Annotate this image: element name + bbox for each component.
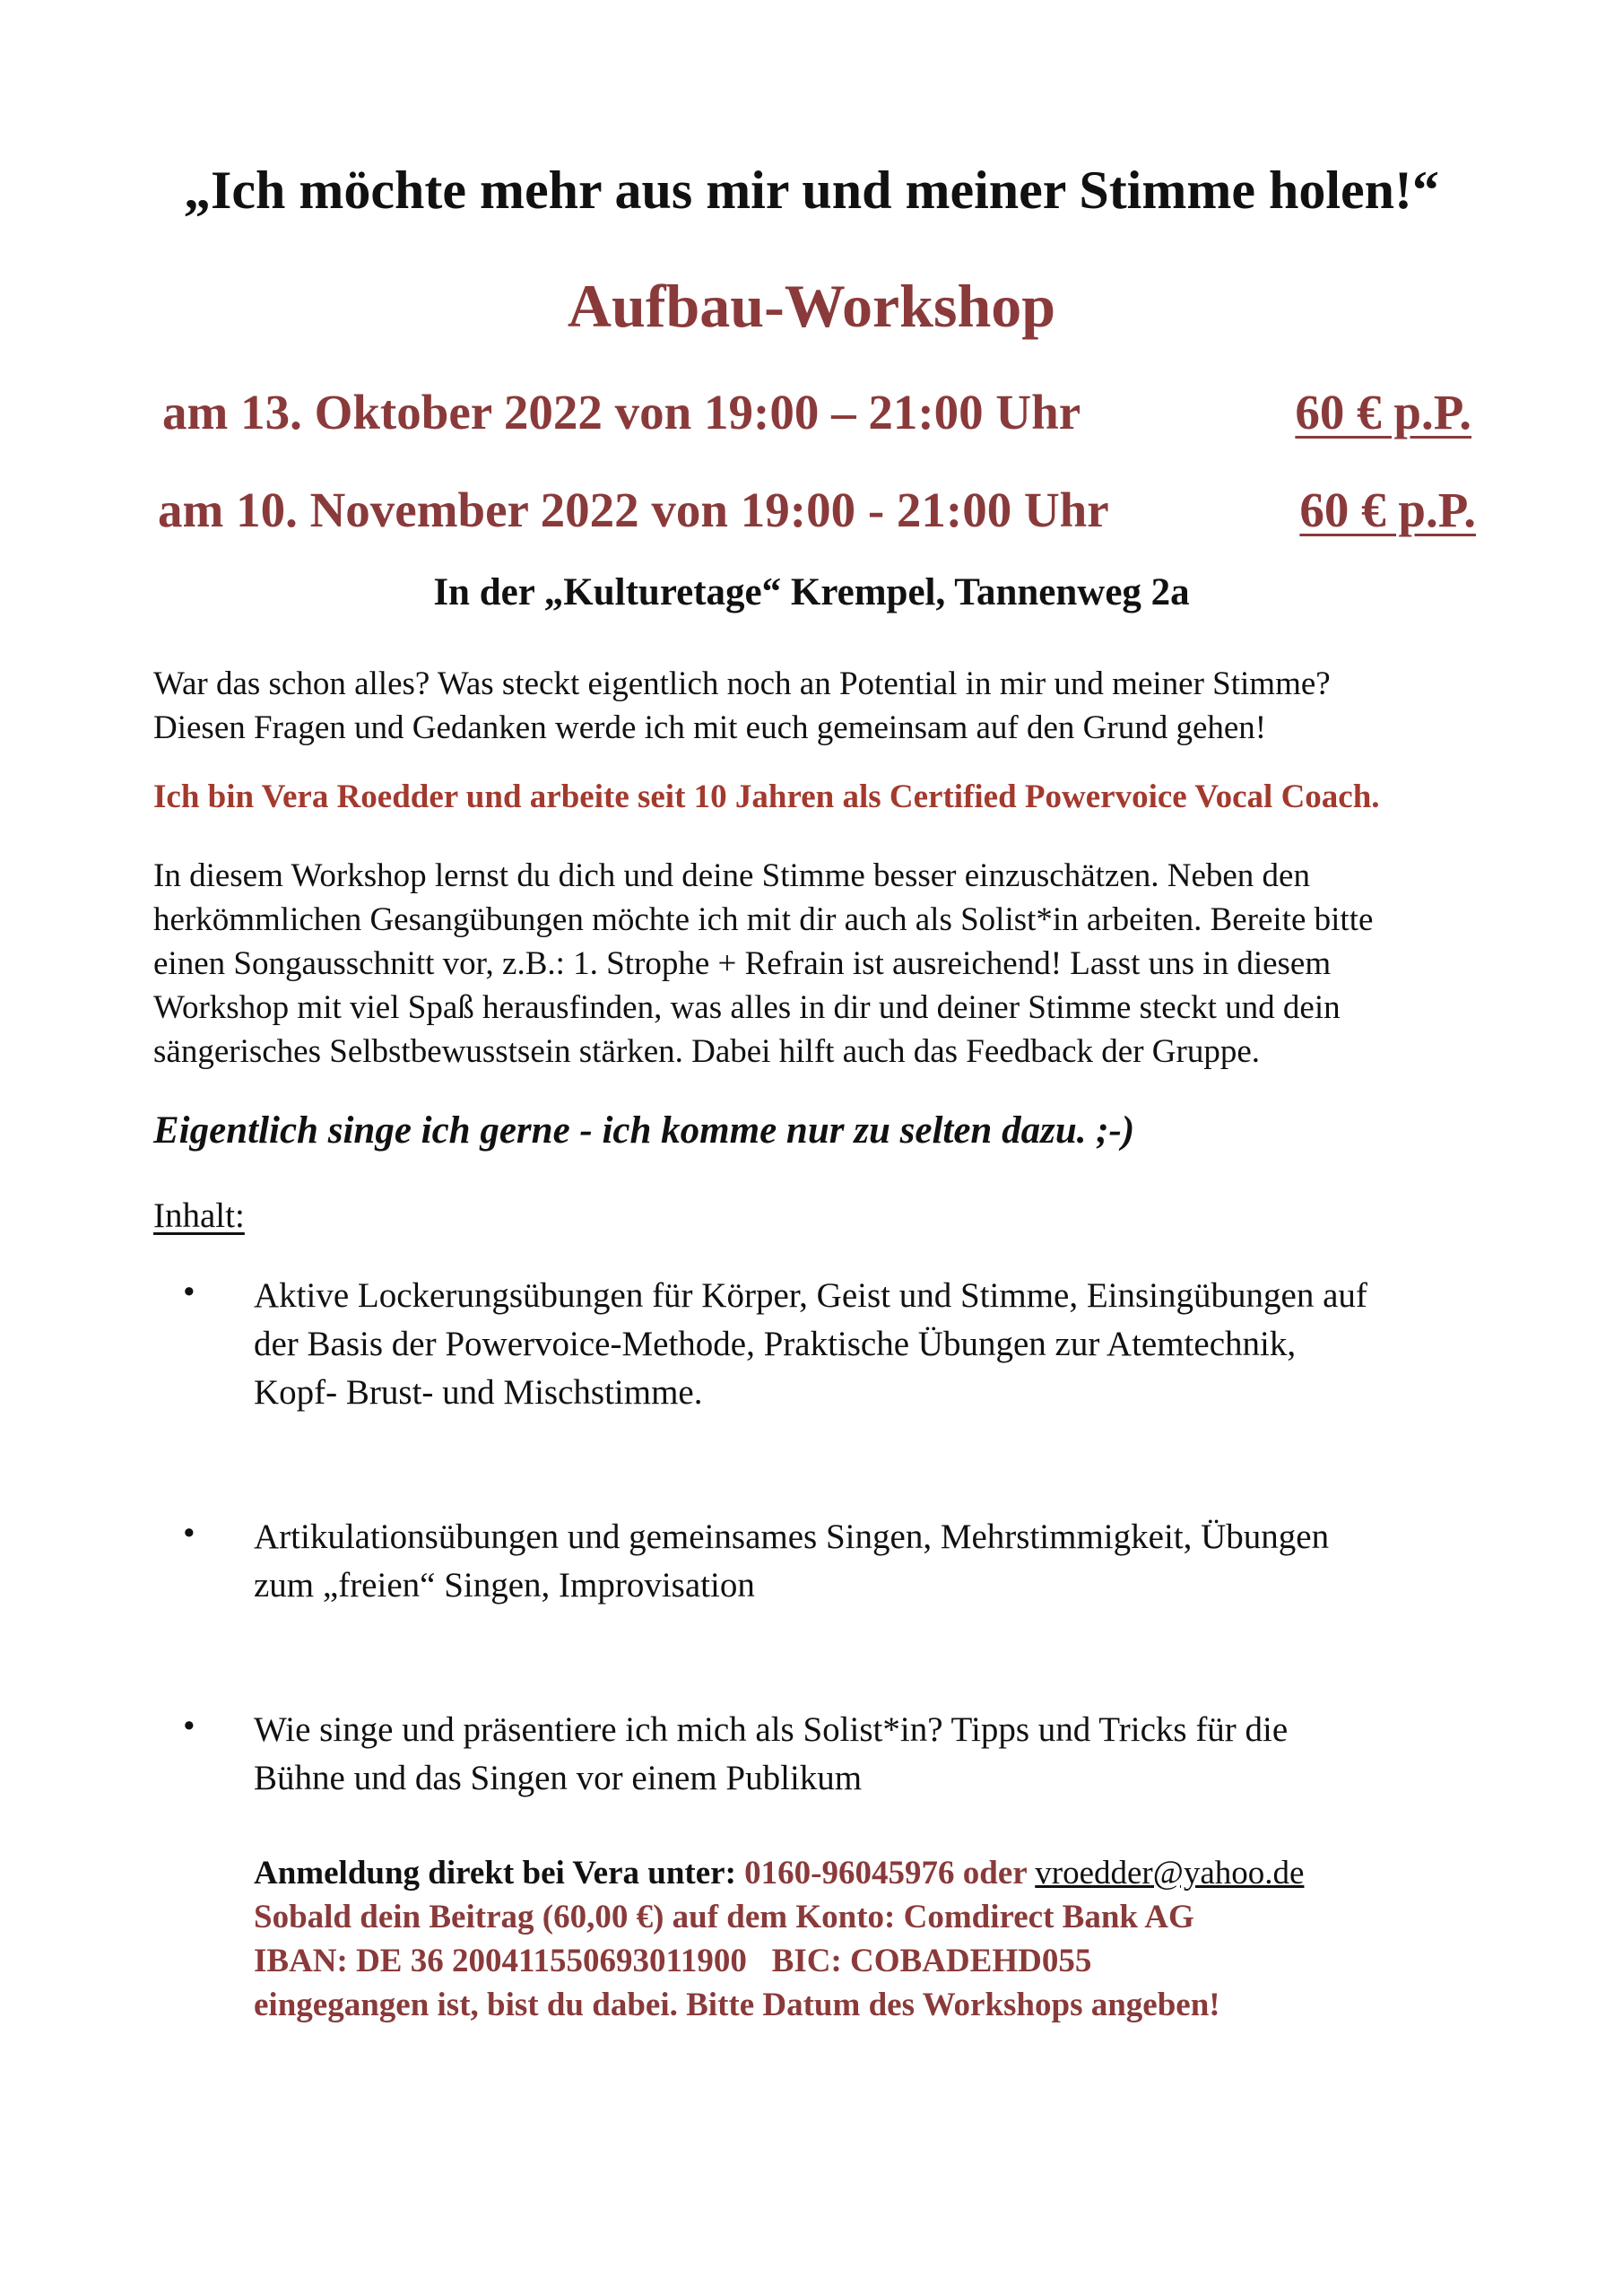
bullet-icon: • bbox=[183, 1707, 195, 1745]
bullet-icon: • bbox=[183, 1514, 195, 1552]
intro-line: Diesen Fragen und Gedanken werde ich mit euch gemeinsam auf den Grund gehen! bbox=[153, 709, 1267, 746]
list-item-line: Aktive Lockerungsübungen für Körper, Geist und Stimme, Einsingübungen auf bbox=[254, 1276, 1367, 1315]
list-item-line: Bühne und das Singen vor einem Publikum bbox=[254, 1759, 863, 1797]
connector-text: oder bbox=[962, 1855, 1028, 1892]
intro-paragraph bbox=[153, 662, 1331, 750]
date-1: am 13. Oktober 2022 von 19:00 – 21:00 Uhr bbox=[162, 385, 1081, 439]
payment-info: Sobald dein Beitrag (60,00 €) auf dem Konto: Comdirect Bank AG bbox=[254, 1899, 1194, 1935]
list-item-line: Artikulationsübungen und gemeinsames Singen, Mehrstimmigkeit, Übungen bbox=[254, 1518, 1330, 1556]
description-line: sängerisches Selbstbewusstsein stärken. Dabei hilft auch das Feedback der Gruppe. bbox=[153, 1033, 1261, 1070]
closing-note: eingegangen ist, bist du dabei. Bitte Datum des Workshops angeben! bbox=[254, 1987, 1220, 2023]
list-item bbox=[254, 1272, 1367, 1417]
registration-contact bbox=[254, 1851, 1304, 1895]
phone-number: 0160-96045976 bbox=[744, 1855, 955, 1892]
registration-label: Anmeldung direkt bei Vera unter: bbox=[254, 1855, 736, 1892]
description-line: In diesem Workshop lernst du dich und deine Stimme besser einzuschätzen. Neben den bbox=[153, 857, 1310, 894]
bullet-icon: • bbox=[183, 1273, 195, 1311]
bank-details: IBAN: DE 36 200411550693011900 BIC: COBADEHD055 bbox=[254, 1943, 1092, 1979]
list-item-line: Wie singe und präsentiere ich mich als Solist*in? Tipps und Tricks für die bbox=[254, 1710, 1289, 1749]
bio-statement: Ich bin Vera Roedder und arbeite seit 10 Jahren als Certified Powervoice Vocal Coach. bbox=[153, 778, 1380, 815]
inhalt-heading: Inhalt: bbox=[153, 1196, 245, 1235]
headline: „Ich möchte mehr aus mir und meiner Stimme holen!“ bbox=[184, 161, 1439, 220]
price-2: 60 € p.P. bbox=[1299, 483, 1476, 537]
list-item-line: zum „freien“ Singen, Improvisation bbox=[254, 1566, 755, 1605]
description-line: Workshop mit viel Spaß herausfinden, was alles in dir und deiner Stimme steckt und dein bbox=[153, 989, 1341, 1026]
intro-line: War das schon alles? Was steckt eigentlich noch an Potential in mir und meiner Stimme? bbox=[153, 665, 1331, 702]
list-item bbox=[254, 1513, 1329, 1610]
list-item bbox=[254, 1706, 1288, 1803]
description-line: herkömmlichen Gesangübungen möchte ich mit dir auch als Solist*in arbeiten. Bereite bitte bbox=[153, 901, 1374, 938]
venue: In der „Kulturetage“ Krempel, Tannenweg 2a bbox=[433, 571, 1190, 613]
description-line: einen Songausschnitt vor, z.B.: 1. Strophe + Refrain ist ausreichend! Lasst uns in diesem bbox=[153, 945, 1332, 982]
workshop-title: Aufbau-Workshop bbox=[567, 272, 1056, 340]
description-paragraph bbox=[153, 854, 1373, 1074]
price-1: 60 € p.P. bbox=[1295, 385, 1471, 439]
motto: Eigentlich singe ich gerne - ich komme nur zu selten dazu. ;-) bbox=[153, 1109, 1135, 1152]
registration-block bbox=[254, 1851, 1304, 2027]
date-2: am 10. November 2022 von 19:00 - 21:00 Uhr bbox=[158, 483, 1109, 537]
list-item-line: der Basis der Powervoice-Methode, Praktische Übungen zur Atemtechnik, bbox=[254, 1325, 1297, 1363]
email-link[interactable]: vroedder@yahoo.de bbox=[1035, 1855, 1305, 1892]
list-item-line: Kopf- Brust- und Mischstimme. bbox=[254, 1373, 703, 1412]
